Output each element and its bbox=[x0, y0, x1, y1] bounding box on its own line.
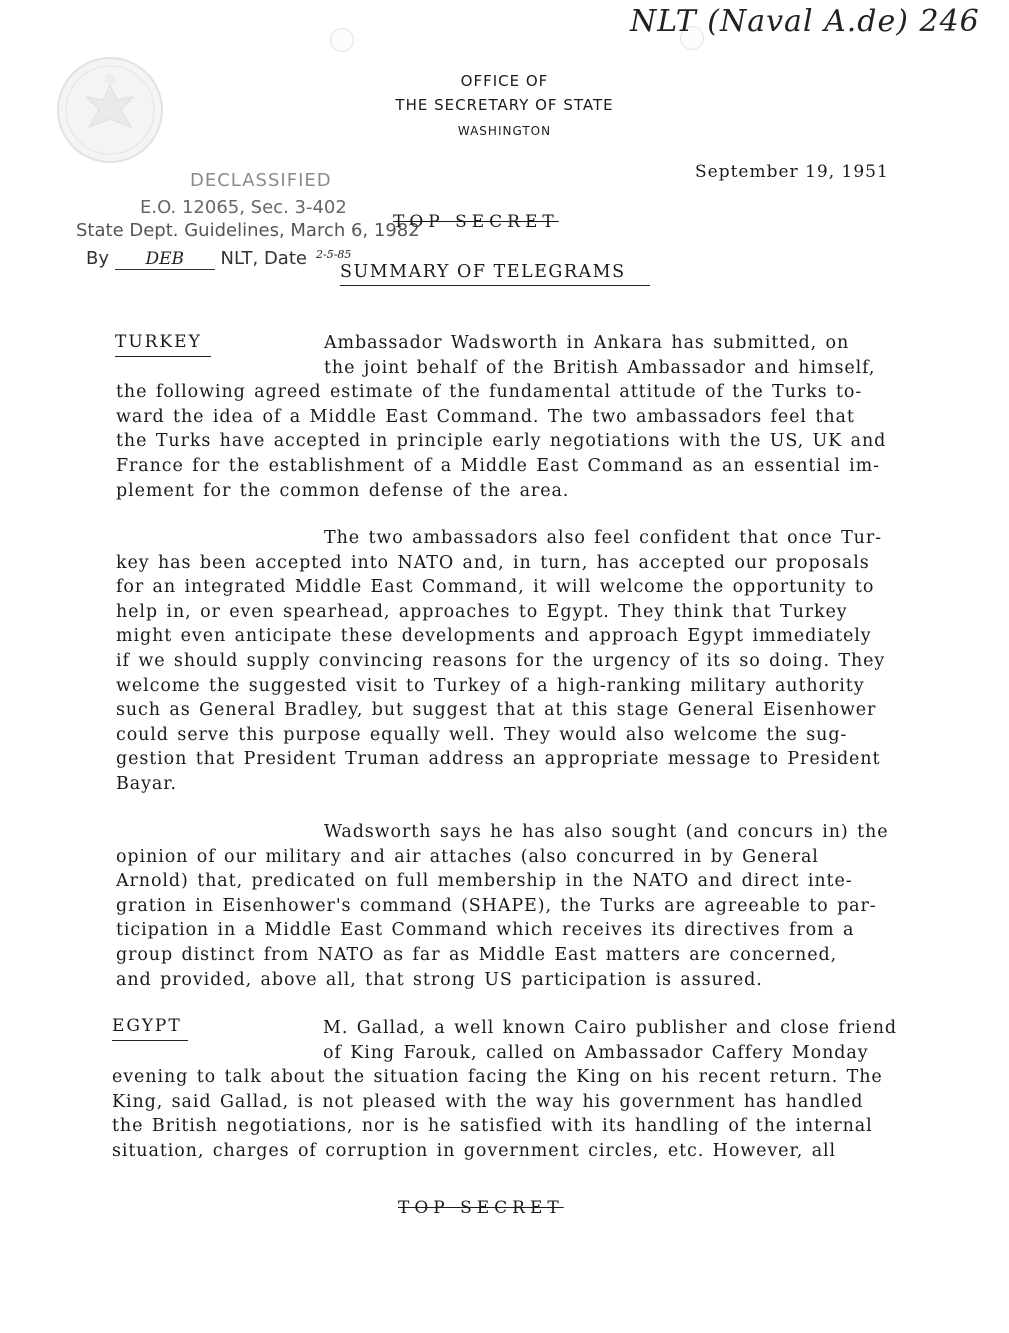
stamp-date-value: 2-5-85 bbox=[316, 248, 352, 261]
letterhead-secretary: THE SECRETARY OF STATE bbox=[395, 96, 614, 114]
stamp-by-initials: DEB bbox=[115, 249, 215, 270]
text-line: the British negotiations, nor is he satisfied with its handling of the internal bbox=[112, 1116, 873, 1137]
text-line: situation, charges of corruption in government circles, etc. However, all bbox=[112, 1140, 837, 1161]
punch-hole-left bbox=[330, 28, 354, 52]
text-line: France for the establishment of a Middle East Command as an essential im- bbox=[116, 455, 880, 476]
handwritten-annotation: NLT (Naval A.de) 246 bbox=[630, 4, 980, 39]
text-line: help in, or even spearhead, approaches to Egypt. They think that Turkey bbox=[116, 601, 848, 622]
egypt-paragraph-1 bbox=[112, 1016, 897, 1164]
text-line: key has been accepted into NATO and, in turn, has accepted our proposals bbox=[116, 552, 870, 573]
text-line: group distinct from NATO as far as Middle East matters are concerned, bbox=[116, 944, 838, 965]
document-title: SUMMARY OF TELEGRAMS bbox=[340, 262, 650, 286]
text-line: ticipation in a Middle East Command which receives its directives from a bbox=[116, 920, 855, 941]
text-line: Ambassador Wadsworth in Ankara has submitted, on bbox=[324, 333, 850, 353]
declassified-stamp-eo: E.O. 12065, Sec. 3-402 bbox=[140, 197, 347, 218]
text-line: for an integrated Middle East Command, it will welcome the opportunity to bbox=[116, 577, 875, 598]
section-label-turkey: TURKEY bbox=[115, 332, 211, 357]
declassified-stamp-guidelines: State Dept. Guidelines, March 6, 1982 bbox=[76, 220, 420, 241]
text-line: King, said Gallad, is not pleased with the way his government has handled bbox=[112, 1091, 864, 1112]
text-line: ward the idea of a Middle East Command. The two ambassadors feel that bbox=[116, 406, 855, 427]
declassified-stamp-title: DECLASSIFIED bbox=[190, 170, 332, 191]
text-line: could serve this purpose equally well. They would also welcome the sug- bbox=[116, 724, 848, 745]
text-line: evening to talk about the situation facing the King on his recent return. The bbox=[112, 1067, 883, 1088]
text-line: the Turks have accepted in principle early negotiations with the US, UK and bbox=[116, 431, 887, 452]
classification-marking-top: TOP SECRET bbox=[393, 212, 559, 232]
declassified-stamp-by bbox=[86, 248, 307, 270]
turkey-paragraph-3 bbox=[116, 820, 888, 992]
text-line: gestion that President Truman address an appropriate message to President bbox=[116, 749, 881, 770]
letterhead-office: OFFICE OF bbox=[460, 72, 549, 90]
text-line: of King Farouk, called on Ambassador Caffery Monday bbox=[323, 1042, 869, 1063]
text-line: plement for the common defense of the area. bbox=[116, 480, 570, 501]
text-line: and provided, above all, that strong US participation is assured. bbox=[116, 969, 763, 990]
stamp-nlt-date-label: NLT, Date bbox=[220, 248, 307, 269]
stamp-by-label: By bbox=[86, 248, 110, 269]
text-line: Bayar. bbox=[116, 773, 178, 794]
text-line: if we should supply convincing reasons for the urgency of its so doing. They bbox=[116, 650, 886, 671]
document-date: September 19, 1951 bbox=[695, 162, 889, 182]
text-line: welcome the suggested visit to Turkey of a high-ranking military authority bbox=[116, 675, 865, 696]
text-line: M. Gallad, a well known Cairo publisher and close friend bbox=[323, 1018, 897, 1038]
text-line: might even anticipate these developments and approach Egypt immediately bbox=[116, 626, 872, 647]
text-line: the joint behalf of the British Ambassador and himself, bbox=[324, 357, 876, 378]
text-line: gration in Eisenhower's command (SHAPE), the Turks are agreeable to par- bbox=[116, 895, 877, 916]
text-line: such as General Bradley, but suggest that at this stage General Eisenhower bbox=[116, 700, 877, 721]
classification-marking-bottom: TOP SECRET bbox=[398, 1198, 564, 1218]
turkey-paragraph-1 bbox=[116, 331, 886, 503]
section-label-egypt: EGYPT bbox=[112, 1016, 188, 1041]
letterhead-city: WASHINGTON bbox=[457, 124, 552, 138]
text-line: opinion of our military and air attaches (also concurred in by General bbox=[116, 846, 819, 867]
text-line: The two ambassadors also feel confident that once Tur- bbox=[324, 528, 882, 548]
text-line: the following agreed estimate of the fundamental attitude of the Turks to- bbox=[116, 382, 863, 403]
text-line: Wadsworth says he has also sought (and concurs in) the bbox=[324, 822, 889, 842]
text-line: Arnold) that, predicated on full membership in the NATO and direct inte- bbox=[116, 871, 853, 892]
turkey-paragraph-2 bbox=[116, 526, 885, 797]
